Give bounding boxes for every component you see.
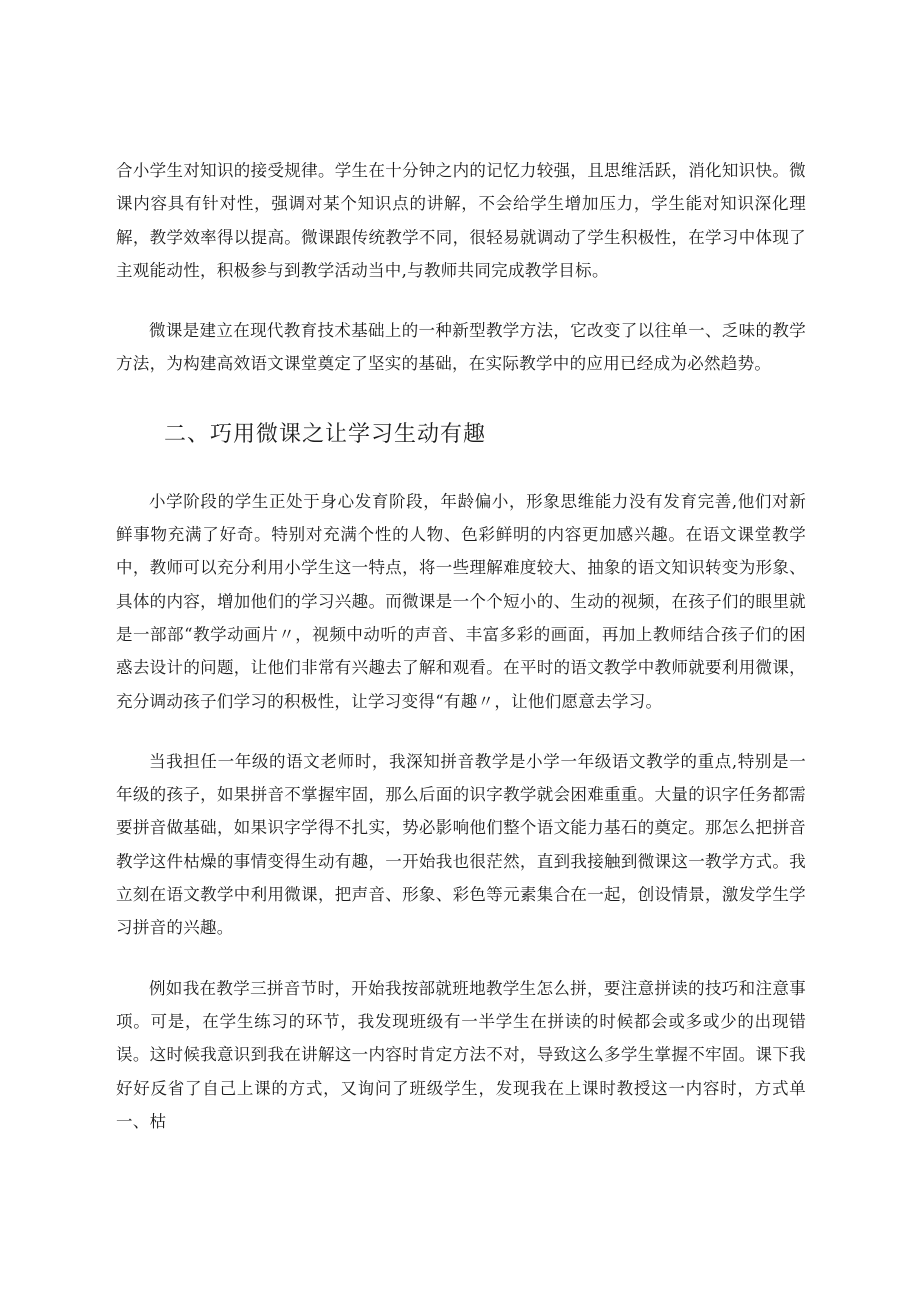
paragraph-pinyin-teaching: 当我担任一年级的语文老师时，我深知拼音教学是小学一年级语文教学的重点,特别是一年级的孩子，如果拼音不掌握牢固，那么后面的识字教学就会困难重重。大量的识字任务都需要拼音做基础，如果识字学得不扎实，势必影响他们整个语文能力基石的奠定。那怎么把拼音教学这件枯燥的事情变得生动有趣，一开始我也很茫然，直到我接触到微课这一教学方式。我立刻在语文教学中利用微课，把声音、形象、彩色等元素集合在一起，创设情景，激发学生学习拼音的兴趣。 — [116, 751, 806, 938]
paragraph-example: 例如我在教学三拼音节时，开始我按部就班地教学生怎么拼，要注意拼读的技巧和注意事项。可是，在学生练习的环节，我发现班级有一半学生在拼读的时候都会或多或少的出现错误。这时候我意识到我在讲解这一内容时肯定方法不对，导致这么多学生掌握不牢固。课下我好好反省了自己上课的方式，又询问了班级学生，发现我在上课时教授这一内容时，方式单一、枯 — [116, 978, 806, 1131]
paragraph-continuation: 合小学生对知识的接受规律。学生在十分钟之内的记忆力较强，且思维活跃，消化知识快。微课内容具有针对性，强调对某个知识点的讲解，不会给学生增加压力，学生能对知识深化理解，教学效率得以提高。微课跟传统教学不同，很轻易就调动了学生积极性，在学习中体现了主观能动性，积极参与到教学活动当中,与教师共同完成教学目标。 — [116, 161, 806, 280]
document-page — [116, 154, 806, 1138]
paragraph-student-interest: 小学阶段的学生正处于身心发育阶段，年龄偏小，形象思维能力没有发育完善,他们对新鲜事物充满了好奇。特别对充满个性的人物、色彩鲜明的内容更加感兴趣。在语文课堂教学中，教师可以充分利用小学生这一特点，将一些理解难度较大、抽象的语文知识转变为形象、具体的内容，增加他们的学习兴趣。而微课是一个个短小的、生动的视频，在孩子们的眼里就是一部部“教学动画片〃，视频中动听的声音、丰富多彩的画面，再加上教师结合孩子们的困惑去设计的问题，让他们非常有兴趣去了解和观看。在平时的语文教学中教师就要利用微课，充分调动孩子们学习的积极性，让学习变得“有趣〃，让他们愿意去学习。 — [116, 491, 806, 711]
paragraph-summary: 微课是建立在现代教育技术基础上的一种新型教学方法，它改变了以往单一、乏味的教学方法，为构建高效语文课堂奠定了坚实的基础，在实际教学中的应用已经成为必然趋势。 — [116, 321, 806, 374]
section-heading: 二、巧用微课之让学习生动有趣 — [164, 421, 487, 447]
